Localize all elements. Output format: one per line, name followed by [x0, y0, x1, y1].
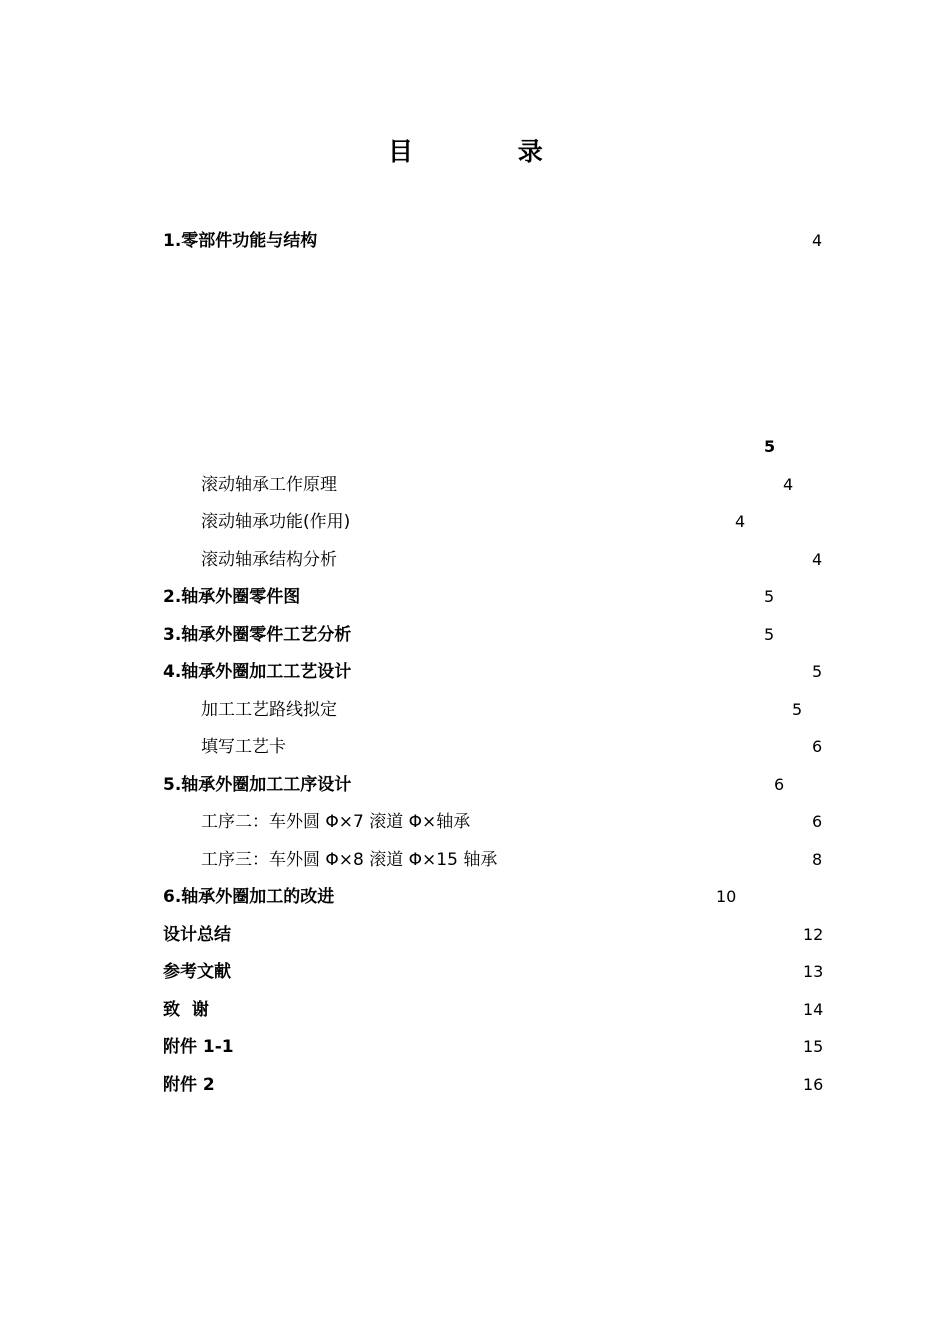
toc-entry-page: 14: [803, 1000, 824, 1019]
toc-entry-label: 参考文献: [163, 962, 231, 982]
toc-entry-label: 附件 2: [163, 1075, 215, 1095]
toc-entry-label: 1.零部件功能与结构: [163, 231, 318, 251]
toc-entry-label: 滚动轴承结构分析: [201, 550, 337, 570]
toc-entry-page: 8: [812, 850, 823, 869]
toc-entry-label: 设计总结: [163, 925, 231, 945]
toc-entry-label: 滚动轴承工作原理: [201, 475, 337, 495]
toc-entry-page: 5: [764, 587, 775, 606]
toc-entry-page: 4: [783, 475, 794, 494]
toc-entry-page: 10: [716, 887, 737, 906]
toc-entry-page: 5: [792, 700, 803, 719]
toc-entry-page: 16: [803, 1075, 824, 1094]
toc-entry-label: 工序二：车外圆 Φ×7 滚道 Φ×轴承: [201, 812, 471, 832]
toc-entry-label: 6.轴承外圈加工的改进: [163, 887, 335, 907]
toc-entry-label: 致 谢: [163, 1000, 209, 1020]
toc-entry-label: 滚动轴承功能(作用): [201, 512, 351, 532]
toc-entry-label: 附件 1-1: [163, 1037, 234, 1057]
toc-entry-page: 4: [812, 231, 823, 250]
toc-entry-page: 6: [812, 737, 823, 756]
toc-entry-label: 填写工艺卡: [201, 737, 286, 757]
toc-entry-page: 4: [735, 512, 746, 531]
toc-entry-page: 5: [812, 662, 823, 681]
toc-entry-page: 5: [764, 625, 775, 644]
toc-entry-label: 3.轴承外圈零件工艺分析: [163, 625, 352, 645]
toc-entry-page: 15: [803, 1037, 824, 1056]
toc-entry-page: 6: [812, 812, 823, 831]
toc-entry-label: 4.轴承外圈加工工艺设计: [163, 662, 352, 682]
toc-entry-label: 5.轴承外圈加工工序设计: [163, 775, 352, 795]
toc-entry-label: 加工工艺路线拟定: [201, 700, 337, 720]
toc-entry-page: 12: [803, 925, 824, 944]
toc-entry-page: 5: [764, 437, 776, 456]
toc-entry-page: 6: [774, 775, 785, 794]
toc-entry-label: 2.轴承外圈零件图: [163, 587, 301, 607]
toc-entry-page: 4: [812, 550, 823, 569]
toc-entry-page: 13: [803, 962, 824, 981]
page-title: 目 录: [388, 137, 591, 166]
toc-entry-label: 工序三：车外圆 Φ×8 滚道 Φ×15 轴承: [201, 850, 498, 870]
